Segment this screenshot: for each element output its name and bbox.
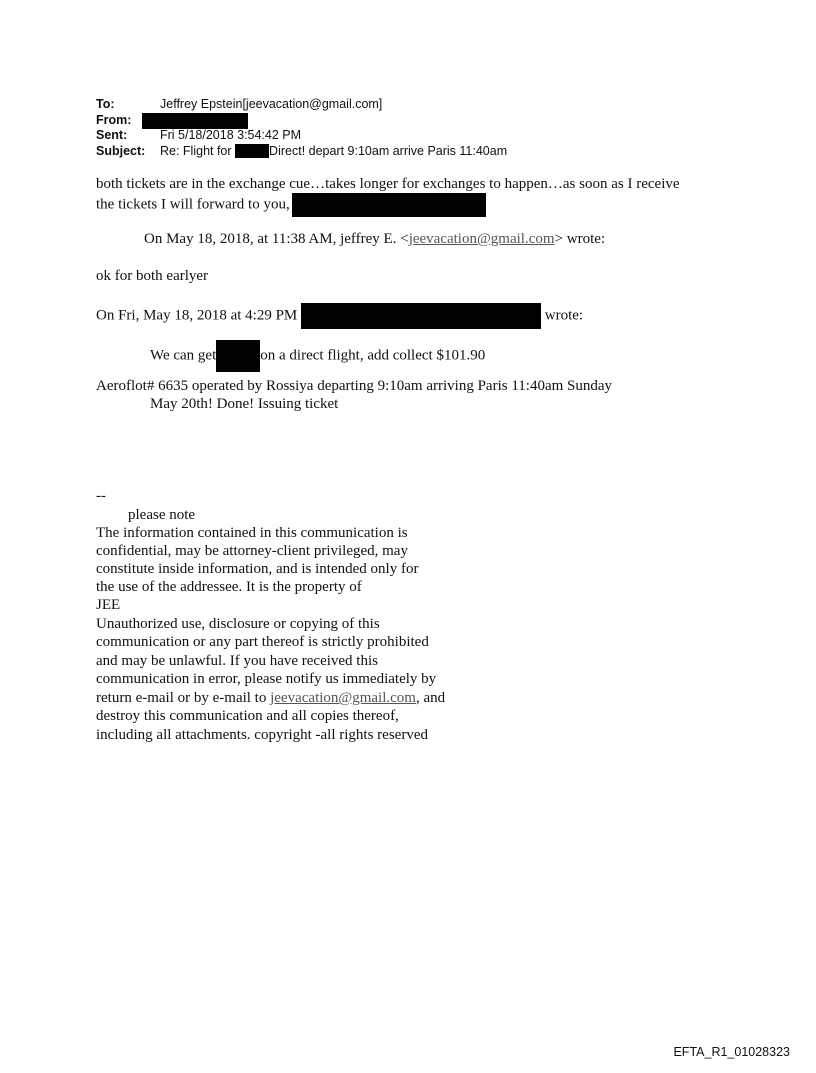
quote-header-1 [144,230,605,248]
signature-dashes: -- [96,488,106,504]
email-link[interactable]: jeevacation@gmail.com [408,231,555,247]
quote-header-1-start: On May 18, 2018, at 11:38 AM, jeffrey E. < [144,231,409,247]
disclaimer-line: confidential, may be attorney-client privileged, may [96,543,408,559]
disclaimer-line [96,689,445,707]
subject-text-start: Re: Flight for [160,143,232,158]
disclaimer-line: constitute inside information, and is intended only for [96,561,419,577]
disclaimer-line: and may be unlawful. If you have received this [96,653,378,669]
disclaimer-line: including all attachments. copyright -all rights reserved [96,727,428,743]
disclaimer-line: The information contained in this communication is [96,525,408,541]
to-label: To: [96,97,115,111]
quote-header-2-end: wrote: [544,307,584,324]
disclaimer-line: JEE [96,597,121,613]
document-id: EFTA_R1_01028323 [673,1045,790,1059]
quote-header-2 [96,303,583,329]
sent-value: Fri 5/18/2018 3:54:42 PM [160,128,302,142]
from-label: From: [96,112,132,127]
redaction-block [235,144,269,158]
disclaimer-line: destroy this communication and all copies thereof, [96,708,399,724]
redaction-block [292,193,486,217]
disclaimer-line: Unauthorized use, disclosure or copying of this [96,616,380,632]
sent-label: Sent: [96,128,128,142]
subject-label: Subject: [96,143,146,158]
redaction-block [142,113,248,129]
disclaimer-return-end: , and [415,690,446,706]
signature-note: please note [128,507,196,523]
reply-text: ok for both earlyer [96,268,209,284]
disclaimer-line: communication or any part thereof is strictly prohibited [96,634,429,650]
body-line-2 [96,193,486,217]
body-line-1: both tickets are in the exchange cue…takes longer for exchanges to happen…as soon as I receive [96,176,680,192]
body-line-2-text: the tickets I will forward to you, [96,196,290,213]
disclaimer-line: communication in error, please notify us immediately by [96,671,437,687]
email-link[interactable]: jeevacation@gmail.com [270,690,416,706]
to-value: Jeffrey Epstein[jeevacation@gmail.com] [160,97,383,111]
quoted-message-end: on a direct flight, add collect $101.90 [260,347,486,364]
quoted-message [150,340,485,372]
flight-details-line-1: Aeroflot# 6635 operated by Rossiya departing 9:10am arriving Paris 11:40am Sunday [96,378,613,394]
flight-details-line-2: May 20th! Done! Issuing ticket [150,396,339,412]
quote-header-2-start: On Fri, May 18, 2018 at 4:29 PM [96,307,298,324]
disclaimer-return-start: return e-mail or by e-mail to [96,690,271,706]
disclaimer-line: the use of the addressee. It is the property of [96,579,362,595]
redaction-block [301,303,541,329]
quote-header-1-end: > wrote: [554,231,606,247]
quoted-message-start: We can get [150,347,217,364]
redaction-block [216,340,260,372]
subject-text-end: Direct! depart 9:10am arrive Paris 11:40am [269,143,508,158]
